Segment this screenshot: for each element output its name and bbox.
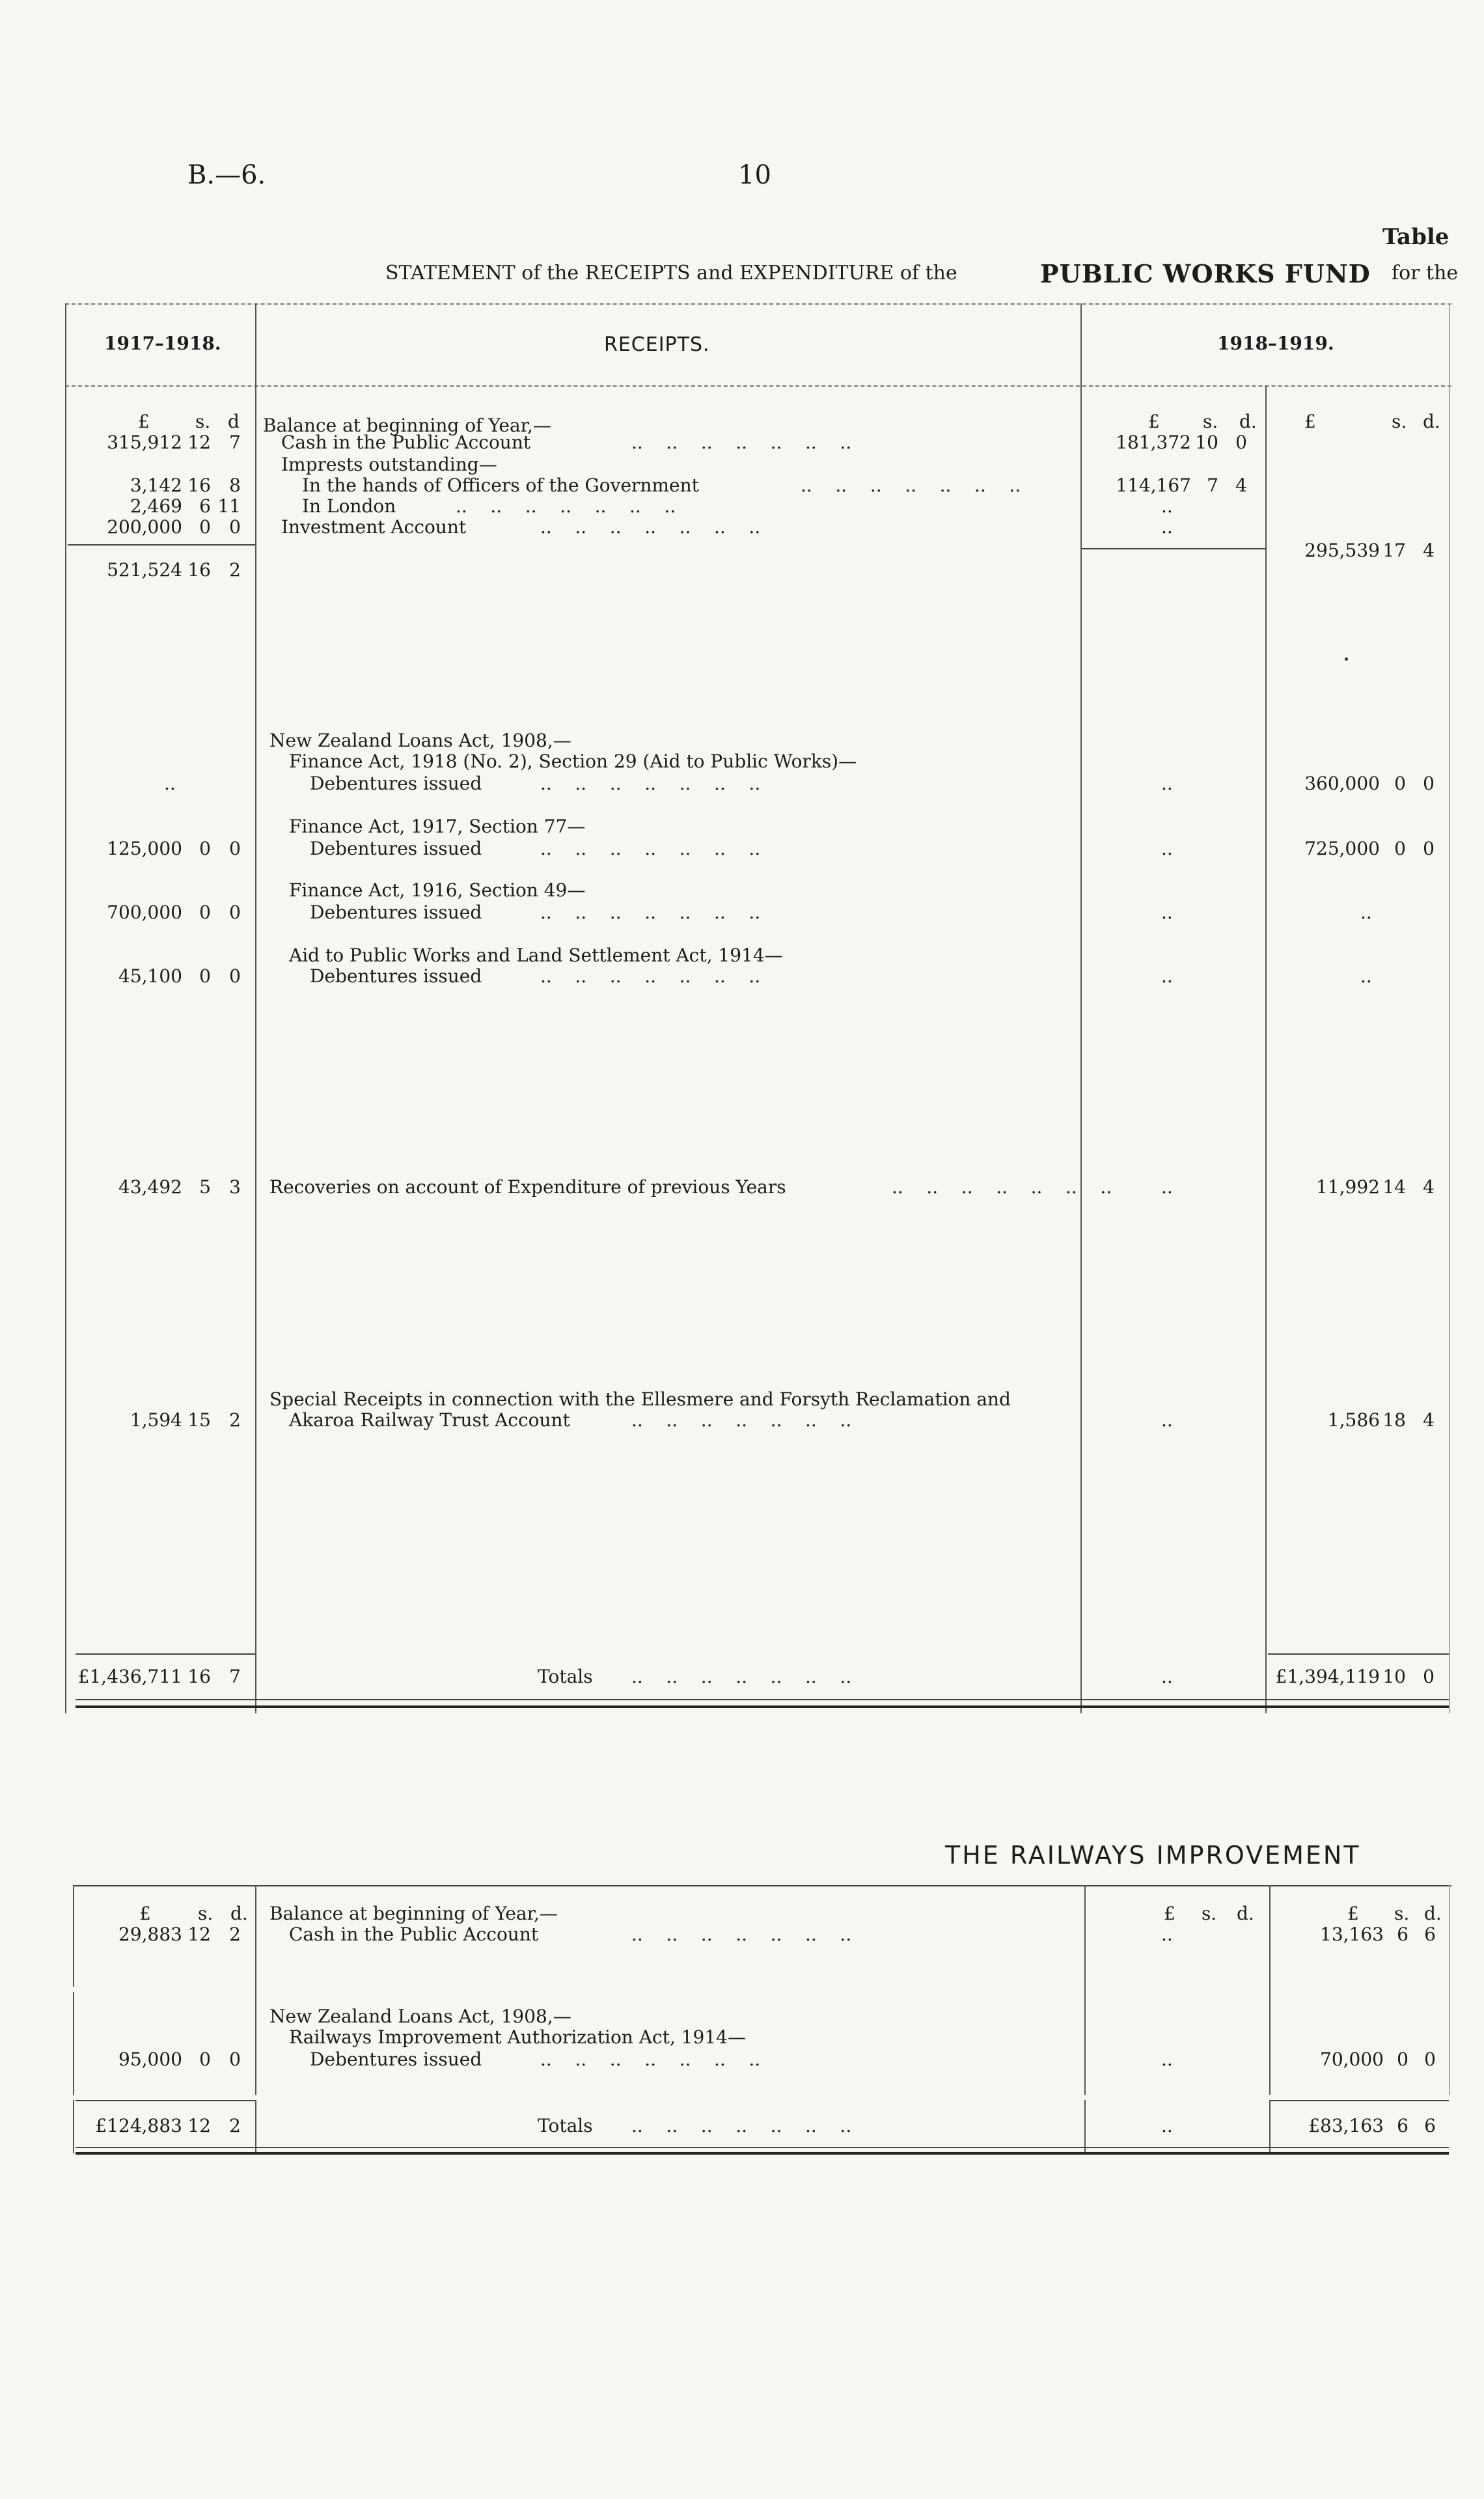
amount-shillings: 6 <box>1397 1924 1408 1945</box>
amount-shillings: 0 <box>199 965 211 987</box>
amount-pounds: 700,000 <box>107 902 182 923</box>
dot-leader: .. <box>1161 773 1173 794</box>
amount-pence: 4 <box>1235 475 1247 496</box>
dot-leader: .. <box>1161 516 1173 538</box>
amount-pence: 0 <box>229 838 241 859</box>
pound-header: £ <box>139 1903 151 1924</box>
totals-label: Totals <box>538 1666 593 1687</box>
amount-shillings: 6 <box>199 495 211 517</box>
column-divider <box>1084 2100 1086 2153</box>
dot-leader: .. <box>1161 965 1173 987</box>
dot-leader: .. .. .. .. .. .. .. <box>631 2115 852 2136</box>
amount-pence: 4 <box>1423 1176 1435 1198</box>
subtotal-rule <box>68 544 255 545</box>
amount-pounds: 95,000 <box>118 2049 182 2070</box>
amount-pounds: 13,163 <box>1320 1924 1384 1945</box>
dot-leader: .. .. .. .. .. .. .. <box>801 475 1021 496</box>
amount-shillings: 16 <box>187 475 211 496</box>
fa1916-heading: Finance Act, 1916, Section 49— <box>289 879 586 901</box>
amount-shillings: 0 <box>1397 2049 1408 2070</box>
column-divider <box>1084 1885 1086 2095</box>
amount-pence: 0 <box>1235 432 1247 453</box>
amount-pence: 4 <box>1423 1409 1435 1431</box>
fa1918-heading: Finance Act, 1918 (No. 2), Section 29 (Aid to Public Works)— <box>289 751 857 772</box>
row-label: In London <box>302 495 396 517</box>
railways-improvement-title: THE RAILWAYS IMPROVEMENT <box>945 1841 1361 1870</box>
pence-header: d. <box>230 1903 248 1924</box>
header-prev-year: 1917–1918. <box>104 333 221 354</box>
totals-rule <box>76 2100 255 2101</box>
amount-shillings: 15 <box>187 1409 211 1431</box>
totals-rule <box>1268 1653 1449 1655</box>
bottom-rule-thick <box>76 2152 1449 2155</box>
left-border <box>73 1992 74 2095</box>
amount-shillings: 7 <box>1207 475 1218 496</box>
amount-pounds: 725,000 <box>1304 838 1380 859</box>
amount-pence: 0 <box>1423 838 1435 859</box>
amount-shillings: 0 <box>1394 773 1406 794</box>
amount-pence: 2 <box>229 559 241 581</box>
amount-pounds: 521,524 <box>107 559 182 581</box>
amount-shillings: 6 <box>1397 2115 1408 2136</box>
amount-pounds: 315,912 <box>107 432 182 453</box>
page-reference: B.—6. <box>187 160 266 190</box>
dot-leader: .. <box>1161 1176 1173 1198</box>
dot-leader: .. <box>1161 1666 1173 1687</box>
dot-leader: .. .. .. .. .. .. .. <box>892 1176 1112 1198</box>
pound-header: £ <box>1164 1903 1175 1924</box>
row-label: Akaroa Railway Trust Account <box>289 1409 570 1431</box>
amount-shillings: 18 <box>1382 1409 1406 1431</box>
table-label: Table <box>1382 224 1450 250</box>
dot-leader: .. .. .. .. .. .. .. <box>540 838 761 859</box>
amount-shillings: 0 <box>199 516 211 538</box>
amount-pence: 0 <box>229 965 241 987</box>
row-label: Investment Account <box>281 516 467 538</box>
act-heading: Railways Improvement Authorization Act, 1914— <box>289 2026 746 2048</box>
amount-pounds: 125,000 <box>107 838 182 859</box>
amount-pence: 7 <box>229 432 241 453</box>
pence-header: d. <box>1239 411 1257 432</box>
shillings-header: s. <box>1203 411 1218 432</box>
amount-pence: 8 <box>229 475 241 496</box>
dot-leader: .. <box>164 773 176 794</box>
amount-pounds: 11,992 <box>1316 1176 1380 1198</box>
pence-header: d. <box>1237 1903 1254 1924</box>
dot-leader: .. .. .. .. .. .. .. <box>540 516 761 538</box>
row-label: Recoveries on account of Expenditure of previous Years <box>269 1176 786 1198</box>
amount-shillings: 14 <box>1382 1176 1406 1198</box>
amount-shillings: 5 <box>199 1176 211 1198</box>
dot-leader: .. <box>1161 1409 1173 1431</box>
amount-pence: 7 <box>229 1666 241 1687</box>
amount-pounds: 43,492 <box>118 1176 182 1198</box>
special-receipts-line1: Special Receipts in connection with the Ellesmere and Forsyth Reclamation and <box>269 1388 1011 1410</box>
amount-shillings: 0 <box>199 902 211 923</box>
column-divider <box>1269 1885 1271 2095</box>
header-receipts: RECEIPTS. <box>604 333 710 356</box>
amount-pence: 3 <box>229 1176 241 1198</box>
amount-pounds: £1,394,119 <box>1275 1666 1380 1687</box>
column-divider <box>255 1885 256 2095</box>
bottom-rule <box>76 1699 1449 1700</box>
dot-leader: .. <box>1360 902 1372 923</box>
shillings-header: s. <box>1394 1903 1410 1924</box>
bottom-rule-thick <box>76 1705 1449 1708</box>
right-border <box>1449 1885 1450 2095</box>
amount-pence: 4 <box>1423 540 1435 561</box>
amount-pence: 2 <box>229 1409 241 1431</box>
right-border <box>1449 303 1450 1713</box>
pound-header: £ <box>1148 411 1160 432</box>
pound-header: £ <box>1304 411 1316 432</box>
shillings-header: s. <box>198 1903 213 1924</box>
amount-pence: 2 <box>229 1924 241 1945</box>
amount-shillings: 10 <box>1382 1666 1406 1687</box>
amount-pence: 11 <box>217 495 241 517</box>
shillings-header: s. <box>1202 1903 1217 1924</box>
header-bottom-rule <box>65 385 1451 387</box>
amount-shillings: 0 <box>199 838 211 859</box>
dot-leader: .. <box>1161 1924 1173 1945</box>
column-divider <box>1265 385 1267 1713</box>
print-speck <box>1345 657 1348 661</box>
amount-pounds: 3,142 <box>130 475 182 496</box>
column-divider <box>1080 303 1082 1713</box>
amount-pounds: £83,163 <box>1308 2115 1384 2136</box>
amount-pounds: 200,000 <box>107 516 182 538</box>
aid1914-heading: Aid to Public Works and Land Settlement Act, 1914— <box>289 945 783 966</box>
row-label: Debentures issued <box>310 838 482 859</box>
balance-heading: Balance at beginning of Year,— <box>263 415 551 436</box>
dot-leader: .. .. .. .. .. .. .. <box>540 2049 761 2070</box>
table-top-rule <box>73 1885 1451 1886</box>
shillings-header: s. <box>1392 411 1407 432</box>
dot-leader: .. .. .. .. .. .. .. <box>631 1666 852 1687</box>
amount-pounds: 1,594 <box>130 1409 182 1431</box>
totals-label: Totals <box>538 2115 593 2136</box>
statement-title: STATEMENT of the RECEIPTS and EXPENDITURE of the <box>385 262 957 284</box>
amount-pence: 2 <box>229 2115 241 2136</box>
column-divider <box>255 2100 256 2153</box>
subtotal-rule <box>1082 548 1265 549</box>
amount-pence: 0 <box>229 2049 241 2070</box>
fund-title: PUBLIC WORKS FUND <box>1040 259 1371 288</box>
amount-pounds: 1,586 <box>1327 1409 1380 1431</box>
amount-pounds: 360,000 <box>1304 773 1380 794</box>
pence-header: d. <box>1424 1903 1442 1924</box>
dot-leader: .. .. .. .. .. .. .. <box>540 902 761 923</box>
amount-shillings: 0 <box>1394 838 1406 859</box>
totals-rule <box>76 1653 255 1655</box>
bottom-rule <box>76 2147 1449 2148</box>
dot-leader: .. <box>1161 2049 1173 2070</box>
amount-shillings: 17 <box>1382 540 1406 561</box>
dot-leader: .. <box>1161 2115 1173 2136</box>
loans-heading: New Zealand Loans Act, 1908,— <box>269 730 571 751</box>
amount-shillings: 12 <box>187 1924 211 1945</box>
imprests-heading: Imprests outstanding— <box>281 454 497 475</box>
amount-pounds: £124,883 <box>95 2115 182 2136</box>
loans-heading: New Zealand Loans Act, 1908,— <box>269 2006 571 2027</box>
row-label: Debentures issued <box>310 965 482 987</box>
amount-shillings: 12 <box>187 432 211 453</box>
totals-rule <box>1271 2100 1449 2101</box>
header-curr-year: 1918–1919. <box>1217 333 1334 354</box>
for-the-text: for the <box>1392 262 1459 284</box>
pound-header: £ <box>1347 1903 1359 1924</box>
dot-leader: .. .. .. .. .. .. .. <box>631 432 852 453</box>
amount-pounds: 45,100 <box>118 965 182 987</box>
dot-leader: .. .. .. .. .. .. .. <box>456 495 676 517</box>
dot-leader: .. <box>1161 495 1173 517</box>
fa1917-heading: Finance Act, 1917, Section 77— <box>289 816 586 837</box>
amount-pence: 0 <box>229 902 241 923</box>
dot-leader: .. <box>1161 902 1173 923</box>
amount-shillings: 16 <box>187 1666 211 1687</box>
dot-leader: .. .. .. .. .. .. .. <box>540 773 761 794</box>
pound-header: £ <box>138 411 150 432</box>
column-divider <box>255 303 256 1713</box>
row-label: Cash in the Public Account <box>289 1924 539 1945</box>
amount-pounds: 70,000 <box>1320 2049 1384 2070</box>
page-number: 10 <box>738 160 771 190</box>
amount-pence: 0 <box>229 516 241 538</box>
column-divider <box>1269 2100 1271 2153</box>
amount-pence: 0 <box>1423 773 1435 794</box>
row-label: In the hands of Officers of the Government <box>302 475 699 496</box>
dot-leader: .. .. .. .. .. .. .. <box>631 1924 852 1945</box>
amount-pence: 6 <box>1424 2115 1436 2136</box>
amount-pence: 0 <box>1423 1666 1435 1687</box>
dot-leader: .. <box>1360 965 1372 987</box>
row-label: Debentures issued <box>310 2049 482 2070</box>
amount-shillings: 16 <box>187 559 211 581</box>
amount-shillings: 0 <box>199 2049 211 2070</box>
amount-pounds: 181,372 <box>1116 432 1191 453</box>
amount-pence: 6 <box>1424 1924 1436 1945</box>
left-border <box>73 2100 74 2153</box>
amount-pence: 0 <box>1424 2049 1436 2070</box>
pence-header: d. <box>1423 411 1440 432</box>
amount-pounds: 295,539 <box>1304 540 1380 561</box>
amount-shillings: 10 <box>1195 432 1218 453</box>
amount-pounds: £1,436,711 <box>77 1666 182 1687</box>
table-top-rule <box>65 303 1451 305</box>
dot-leader: .. .. .. .. .. .. .. <box>631 1409 852 1431</box>
pence-header: d <box>228 411 240 432</box>
balance-heading: Balance at beginning of Year,— <box>269 1903 558 1924</box>
row-label: Cash in the Public Account <box>281 432 531 453</box>
amount-shillings: 12 <box>187 2115 211 2136</box>
row-label: Debentures issued <box>310 773 482 794</box>
row-label: Debentures issued <box>310 902 482 923</box>
amount-pounds: 114,167 <box>1116 475 1191 496</box>
amount-pounds: 29,883 <box>118 1924 182 1945</box>
dot-leader: .. <box>1161 838 1173 859</box>
amount-pounds: 2,469 <box>130 495 182 517</box>
dot-leader: .. .. .. .. .. .. .. <box>540 965 761 987</box>
shillings-header: s. <box>195 411 211 432</box>
